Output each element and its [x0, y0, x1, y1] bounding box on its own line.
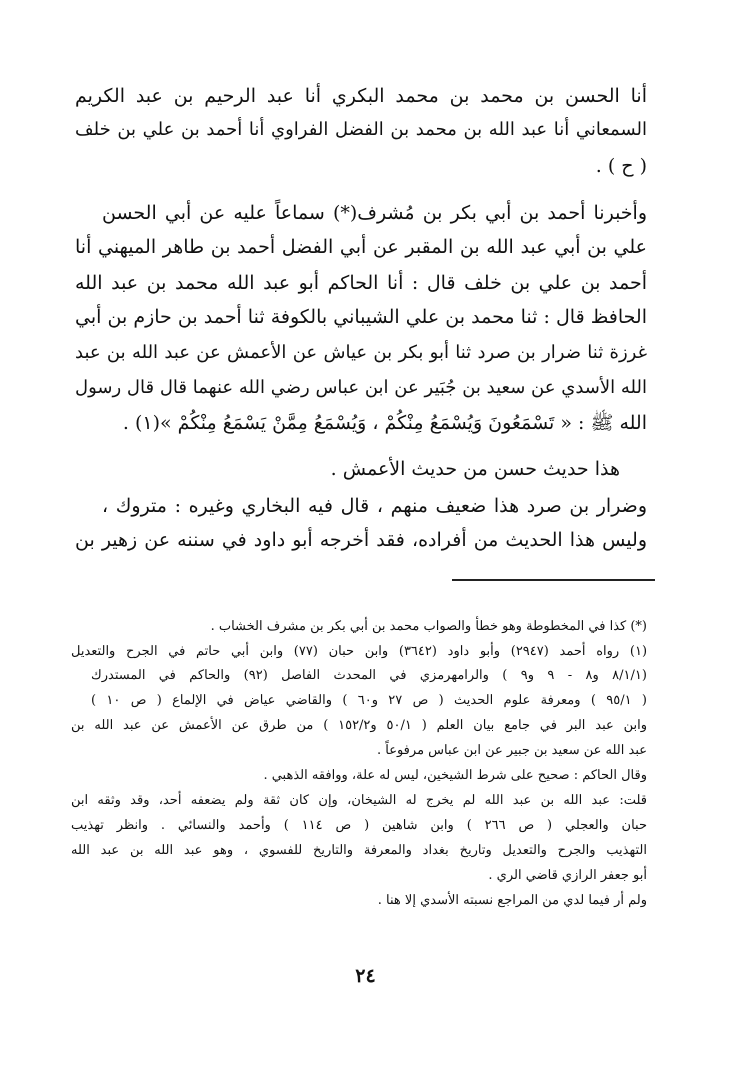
body-line-8: غرزة ثنا ضرار بن صرد ثنا أبو بكر بن عياش عن الأعمش عن عبد الله بن عبد — [75, 342, 647, 363]
body-line-4: وأخبرنا أحمد بن أبي بكر بن مُشرف(*) سماعاً عليه عن أبي الحسن — [102, 202, 647, 224]
body-line-2: السمعاني أنا عبد الله بن محمد بن الفضل الفراوي أنا أحمد بن علي بن خلف — [75, 119, 647, 140]
body-line-6: أحمد بن علي بن خلف قال : أنا الحاكم أبو عبد الله محمد بن عبد الله — [75, 272, 647, 294]
body-line-5: علي بن أبي عبد الله بن المقبر عن أبي الفضل أحمد بن طاهر الميهني أنا — [75, 236, 647, 258]
footnote-line-7: وقال الحاكم : صحيح على شرط الشيخين، ليس له علة، ووافقه الذهبي . — [263, 768, 647, 783]
footnote-line-12: ولم أر فيما لدي من المراجع نسبته الأسدي إلا هنا . — [377, 893, 647, 908]
body-line-11: هذا حديث حسن من حديث الأعمش . — [330, 458, 620, 480]
footnote-line-8: قلت: عبد الله بن عبد الله لم يخرج له الشيخان، وإن كان ثقة ولم يضعفه أحد، وقد وثقه ابن — [71, 793, 647, 808]
footnote-line-10: التهذيب والجرح والتعديل وتاريخ بغداد والمعرفة والتاريخ للفسوي ، وهو عبد الله بن عبد الله — [71, 843, 647, 858]
body-line-3: ( ح ) . — [595, 155, 647, 177]
body-line-1: أنا الحسن بن محمد بن محمد البكري أنا عبد الرحيم بن عبد الكريم — [75, 85, 647, 107]
footnote-line-4: ( ٩٥/١ ) ومعرفة علوم الحديث ( ص ٢٧ و٦٠ ) والقاضي عياض في الإلماع ( ص ١٠ ) — [91, 693, 647, 708]
footnote-line-11: أبو جعفر الرازي قاضي الري . — [488, 868, 647, 883]
footnote-separator — [452, 579, 655, 581]
footnote-line-2: (١) رواه أحمد (٢٩٤٧) وأبو داود (٣٦٤٢) وابن حبان (٧٧) وابن أبي حاتم في الجرح والتعديل — [71, 644, 648, 659]
body-line-10: الله ﷺ : « تَسْمَعُونَ وَيُسْمَعُ مِنْكُمْ ، وَيُسْمَعُ مِمَّنْ يَسْمَعُ مِنْكُمْ »(١) . — [122, 412, 647, 434]
footnote-line-1: (*) كذا في المخطوطة وهو خطأ والصواب محمد بن أبي بكر بن مشرف الخشاب . — [210, 619, 647, 634]
body-line-7: الحافظ قال : ثنا محمد بن علي الشيباني بالكوفة ثنا أحمد بن حازم بن أبي — [75, 306, 647, 328]
body-line-9: الله الأسدي عن سعيد بن جُبَير عن ابن عباس رضي الله عنهما قال قال رسول — [75, 377, 647, 398]
page-number: ٢٤ — [355, 965, 376, 987]
footnote-line-6: عبد الله عن سعيد بن جبير عن ابن عباس مرفوعاً . — [376, 743, 647, 758]
footnote-line-9: حبان والعجلي ( ص ٢٦٦ ) وابن شاهين ( ص ١١٤ ) وأحمد والنسائي . وانظر تهذيب — [71, 818, 647, 833]
body-line-13: وليس هذا الحديث من أفراده، فقد أخرجه أبو داود في سننه عن زهير بن — [75, 529, 647, 551]
body-line-12: وضرار بن صرد هذا ضعيف منهم ، قال فيه البخاري وغيره : متروك ، — [102, 495, 647, 517]
footnote-line-3: (٨/١/١ و٨ - ٩ و٩ ) والرامهرمزي في المحدث الفاصل (٩٢) والحاكم في المستدرك — [91, 668, 647, 683]
footnote-line-5: وابن عبد البر في جامع بيان العلم ( ٥٠/١ و١٥٢/٢ ) من طرق عن الأعمش عن عبد الله بن — [71, 718, 647, 733]
